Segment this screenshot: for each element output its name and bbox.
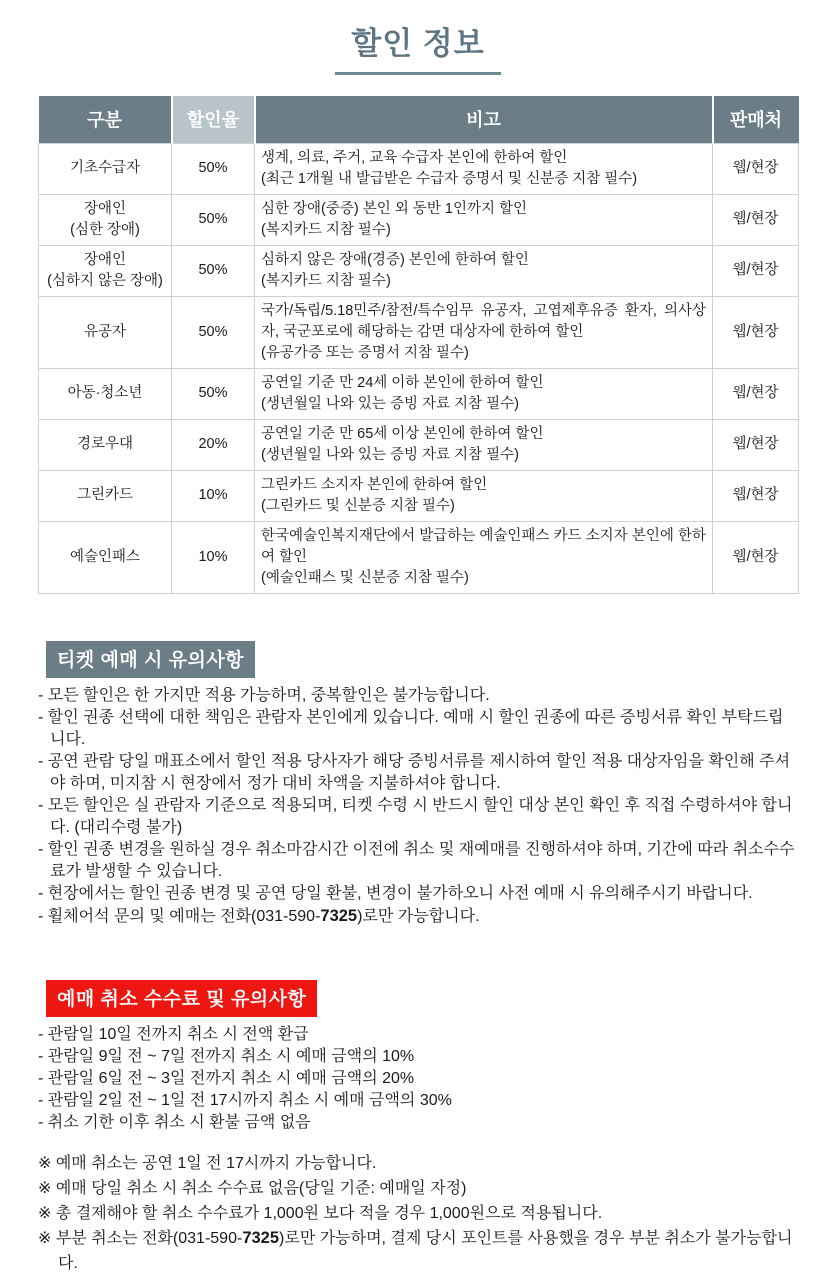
list-item: - 현장에서는 할인 권종 변경 및 공연 당일 환불, 변경이 불가하오니 사전 예매 시 유의해주시기 바랍니다.: [38, 884, 753, 902]
cell-category: 그린카드: [39, 470, 172, 521]
cancel-footnote-list: [38, 1151, 798, 1276]
discount-table-header: [39, 96, 799, 143]
col-header-rate: 할인율: [172, 96, 255, 143]
cell-note: 생계, 의료, 주거, 교육 수급자 본인에 한하여 할인 (최근 1개월 내 발급받은 수급자 증명서 및 신분증 지참 필수): [255, 143, 713, 194]
cell-sales-channel: 웹/현장: [713, 245, 799, 296]
cell-sales-channel: 웹/현장: [713, 296, 799, 368]
list-item: - 휠체어석 문의 및 예매는 전화(031-590-7325)로만 가능합니다.: [38, 906, 480, 925]
notice-list: [38, 685, 798, 928]
discount-table-body: [39, 143, 799, 593]
discount-table: [38, 96, 799, 594]
cell-category: 장애인 (심하지 않은 장애): [39, 245, 172, 296]
cell-discount-rate: 10%: [172, 521, 255, 593]
table-row: [39, 245, 799, 296]
cancel-section-badge: 예매 취소 수수료 및 유의사항: [46, 980, 317, 1017]
cell-discount-rate: 50%: [172, 296, 255, 368]
cell-discount-rate: 50%: [172, 194, 255, 245]
table-row: [39, 419, 799, 470]
cell-note: 심하지 않은 장애(경증) 본인에 한하여 할인 (복지카드 지참 필수): [255, 245, 713, 296]
cell-discount-rate: 10%: [172, 470, 255, 521]
list-item: - 관람일 9일 전 ~ 7일 전까지 취소 시 예매 금액의 10%: [38, 1047, 415, 1065]
table-row: [39, 143, 799, 194]
cell-category: 아동·청소년: [39, 368, 172, 419]
list-item: - 모든 할인은 한 가지만 적용 가능하며, 중복할인은 불가능합니다.: [38, 686, 490, 704]
list-item: - 관람일 10일 전까지 취소 시 전액 환급: [38, 1025, 309, 1043]
cell-note: 한국예술인복지재단에서 발급하는 예술인패스 카드 소지자 본인에 한하여 할인 (예술인패스 및 신분증 지참 필수): [255, 521, 713, 593]
cell-note: 그린카드 소지자 본인에 한하여 할인 (그린카드 및 신분증 지참 필수): [255, 470, 713, 521]
cell-discount-rate: 50%: [172, 368, 255, 419]
cell-category: 장애인 (심한 장애): [39, 194, 172, 245]
cell-sales-channel: 웹/현장: [713, 194, 799, 245]
col-header-channel: 판매처: [713, 96, 799, 143]
cell-sales-channel: 웹/현장: [713, 470, 799, 521]
table-row: [39, 470, 799, 521]
list-item: - 관람일 2일 전 ~ 1일 전 17시까지 취소 시 예매 금액의 30%: [38, 1091, 452, 1109]
list-item: ※ 예매 취소는 공연 1일 전 17시까지 가능합니다.: [38, 1154, 377, 1172]
list-item: ※ 부분 취소는 전화(031-590-7325)로만 가능하며, 결제 당시 포인트를 사용했을 경우 부분 취소가 불가능합니다.: [38, 1228, 793, 1272]
table-row: [39, 296, 799, 368]
cell-category: 유공자: [39, 296, 172, 368]
notice-section-badge: 티켓 예매 시 유의사항: [46, 641, 255, 678]
cell-category: 예술인패스: [39, 521, 172, 593]
ticket-notice-section: [38, 641, 798, 928]
cell-note: 공연일 기준 만 24세 이하 본인에 한하여 할인 (생년월일 나와 있는 증빙 자료 지참 필수): [255, 368, 713, 419]
list-item: - 취소 기한 이후 취소 시 환불 금액 없음: [38, 1113, 311, 1131]
table-row: [39, 368, 799, 419]
cell-discount-rate: 50%: [172, 143, 255, 194]
list-item: - 할인 권종 선택에 대한 책임은 관람자 본인에게 있습니다. 예매 시 할인 권종에 따른 증빙서류 확인 부탁드립니다.: [38, 708, 784, 748]
cell-category: 경로우대: [39, 419, 172, 470]
list-item: - 관람일 6일 전 ~ 3일 전까지 취소 시 예매 금액의 20%: [38, 1069, 415, 1087]
title-area: [38, 18, 798, 75]
list-item: - 공연 관람 당일 매표소에서 할인 적용 당사자가 해당 증빙서류를 제시하여 할인 적용 대상자임을 확인해 주셔야 하며, 미지참 시 현장에서 정가 대비 차액을 지불하셔야 합니다.: [38, 752, 791, 792]
list-item: - 할인 권종 변경을 원하실 경우 취소마감시간 이전에 취소 및 재예매를 진행하셔야 하며, 기간에 따라 취소수수료가 발생할 수 있습니다.: [38, 840, 795, 880]
cancel-fee-list: [38, 1024, 798, 1134]
cell-discount-rate: 50%: [172, 245, 255, 296]
col-header-note: 비고: [255, 96, 713, 143]
page-title: 할인 정보: [335, 18, 500, 75]
header-row: [39, 96, 799, 143]
list-item: ※ 예매 당일 취소 시 취소 수수료 없음(당일 기준: 예매일 자정): [38, 1179, 467, 1197]
cell-note: 심한 장애(중증) 본인 외 동반 1인까지 할인 (복지카드 지참 필수): [255, 194, 713, 245]
cell-category: 기초수급자: [39, 143, 172, 194]
col-header-category: 구분: [39, 96, 172, 143]
cell-sales-channel: 웹/현장: [713, 521, 799, 593]
list-item: ※ 총 결제해야 할 취소 수수료가 1,000원 보다 적을 경우 1,000원으로 적용됩니다.: [38, 1204, 603, 1222]
table-row: [39, 521, 799, 593]
cell-note: 국가/독립/5.18민주/참전/특수임무 유공자, 고엽제후유증 환자, 의사상자, 국군포로에 해당하는 감면 대상자에 한하여 할인 (유공가증 또는 증명서 지참 필수): [255, 296, 713, 368]
cancel-fee-section: [38, 980, 798, 1276]
list-item: - 모든 할인은 실 관람자 기준으로 적용되며, 티켓 수령 시 반드시 할인 대상 본인 확인 후 직접 수령하셔야 합니다. (대리수령 불가): [38, 796, 793, 836]
cell-sales-channel: 웹/현장: [713, 419, 799, 470]
cell-sales-channel: 웹/현장: [713, 368, 799, 419]
cell-sales-channel: 웹/현장: [713, 143, 799, 194]
cell-discount-rate: 20%: [172, 419, 255, 470]
table-row: [39, 194, 799, 245]
cell-note: 공연일 기준 만 65세 이상 본인에 한하여 할인 (생년월일 나와 있는 증빙 자료 지참 필수): [255, 419, 713, 470]
